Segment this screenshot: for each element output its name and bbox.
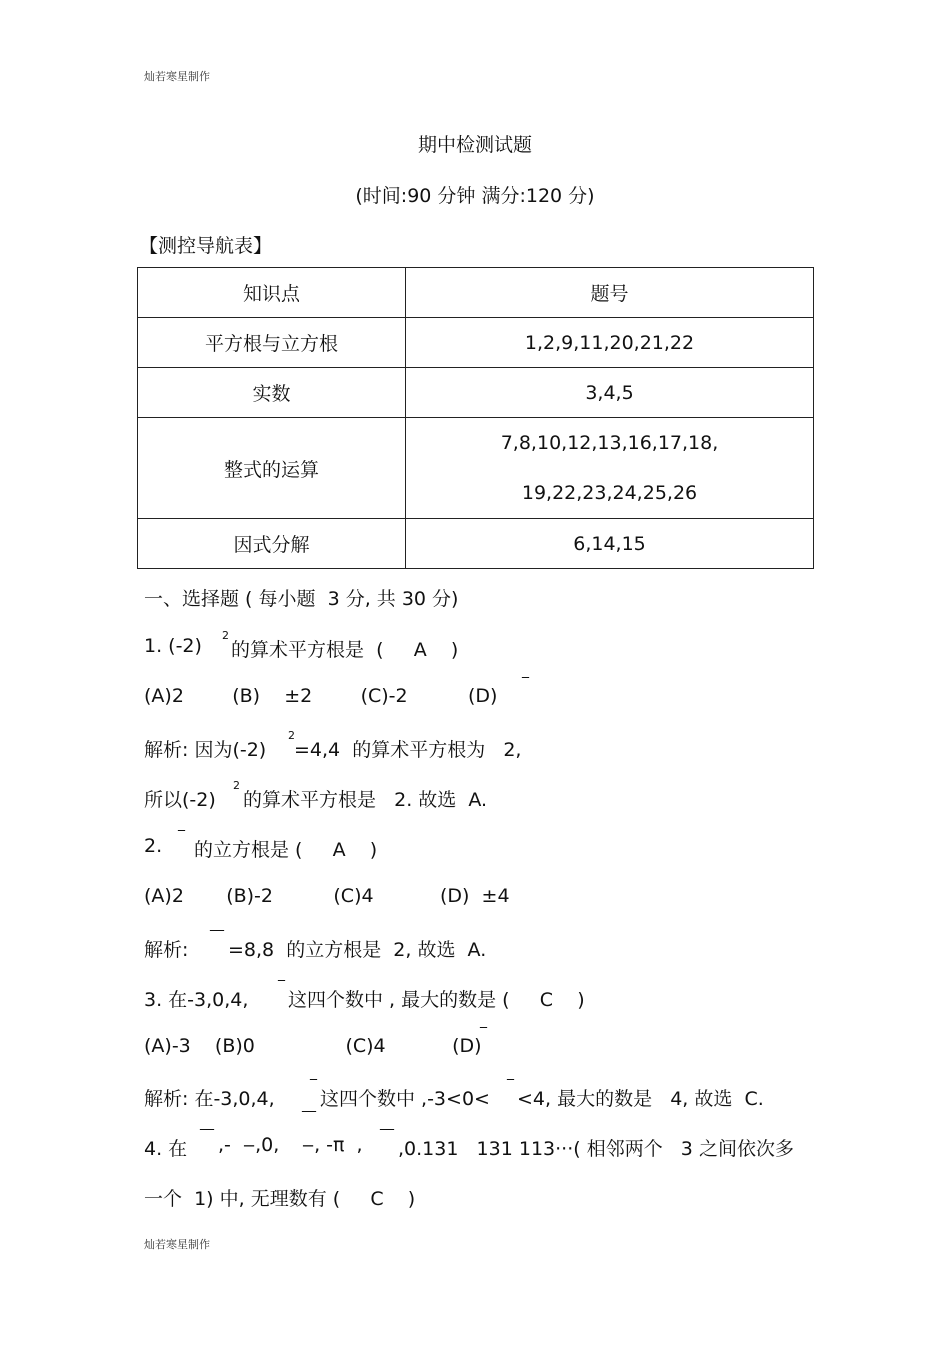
q2-solution: 解析: bbox=[144, 939, 189, 961]
page-footer: 灿若寒星制作 bbox=[144, 1238, 210, 1251]
exam-info: (时间:90 分钟 满分:120 分) bbox=[355, 185, 595, 207]
topic-cell: 实数 bbox=[138, 368, 406, 418]
table-row bbox=[138, 418, 814, 519]
numbers-cell: 6,14,15 bbox=[406, 519, 814, 569]
q4-fraction-bar: ‾‾ bbox=[302, 1110, 316, 1126]
q4-stem-part4: ,0.131 131 113···( 相邻两个 3 之间依次多 bbox=[398, 1138, 794, 1160]
q1-solution-line2-rest: 的算术平方根是 2. 故选 A. bbox=[243, 789, 488, 811]
q4-stem: 4. 在 bbox=[144, 1138, 188, 1160]
q1-exponent: 2 bbox=[222, 629, 229, 642]
q1-solution-exponent: 2 bbox=[288, 729, 295, 742]
q2-stem-rest: 的立方根是 ( A ) bbox=[194, 839, 378, 861]
topic-cell: 整式的运算 bbox=[138, 418, 406, 519]
q1-options: (A)2 (B) ±2 (C)-2 (D) bbox=[144, 685, 498, 707]
q1-solution-line1-rest: =4,4 的算术平方根为 2, bbox=[294, 739, 522, 761]
q4-radical-mark2: ‾‾ bbox=[380, 1128, 394, 1144]
q4-stem-part3: ‒, -π , bbox=[302, 1134, 363, 1156]
column-header-topic: 知识点 bbox=[138, 268, 406, 318]
table-row bbox=[138, 318, 814, 368]
q2-solution-mark: ‾‾ bbox=[210, 929, 224, 945]
q3-solution-rest: <4, 最大的数是 4, 故选 C. bbox=[517, 1088, 764, 1110]
q1-solution-line1: 解析: 因为(-2) bbox=[144, 739, 267, 761]
q2-radical-mark: ‾ bbox=[178, 829, 185, 845]
q4-stem-line2: 一个 1) 中, 无理数有 ( C ) bbox=[144, 1188, 416, 1210]
q2-stem: 2. bbox=[144, 835, 163, 857]
q1-stem-rest: 的算术平方根是 ( A ) bbox=[231, 639, 459, 661]
table-header-row bbox=[138, 268, 814, 318]
nav-heading: 【测控导航表】 bbox=[139, 235, 273, 257]
q1-solution-line2: 所以(-2) bbox=[144, 789, 216, 811]
q3-solution-mark1: ‾ bbox=[310, 1078, 317, 1094]
column-header-numbers: 题号 bbox=[406, 268, 814, 318]
table-row bbox=[138, 519, 814, 569]
q3-solution-mark2: ‾ bbox=[507, 1078, 514, 1094]
numbers-cell: 1,2,9,11,20,21,22 bbox=[406, 318, 814, 368]
q3-options: (A)-3 (B)0 (C)4 (D) bbox=[144, 1035, 482, 1057]
q3-stem-rest: 这四个数中 , 最大的数是 ( C ) bbox=[288, 989, 585, 1011]
numbers-line: 19,22,23,24,25,26 bbox=[521, 482, 698, 504]
q1-solution-exponent2: 2 bbox=[233, 779, 240, 792]
q1-stem: 1. (-2) bbox=[144, 635, 202, 657]
q3-option-d-mark: ‾ bbox=[480, 1026, 487, 1042]
section-heading: 一、选择题 ( 每小题 3 分, 共 30 分) bbox=[144, 588, 459, 610]
q4-radical-mark1: ‾‾ bbox=[200, 1128, 214, 1144]
navigation-table bbox=[137, 267, 814, 569]
numbers-cell bbox=[406, 418, 814, 519]
q3-stem: 3. 在-3,0,4, bbox=[144, 989, 249, 1011]
page-header: 灿若寒星制作 bbox=[144, 70, 210, 83]
q2-options: (A)2 (B)-2 (C)4 (D) ±4 bbox=[144, 885, 510, 907]
numbers-line: 7,8,10,12,13,16,17,18, bbox=[500, 432, 719, 454]
q1-option-d-mark: ‾ bbox=[522, 676, 529, 692]
q4-stem-part2: ,- ‒,0, bbox=[218, 1134, 280, 1156]
q3-solution-mid: 这四个数中 ,-3<0< bbox=[320, 1088, 490, 1110]
table-row bbox=[138, 368, 814, 418]
topic-cell: 平方根与立方根 bbox=[138, 318, 406, 368]
page-title: 期中检测试题 bbox=[417, 134, 532, 156]
q2-solution-rest: =8,8 的立方根是 2, 故选 A. bbox=[228, 939, 487, 961]
topic-cell: 因式分解 bbox=[138, 519, 406, 569]
q3-solution: 解析: 在-3,0,4, bbox=[144, 1088, 275, 1110]
q3-radical-mark: ‾ bbox=[278, 979, 285, 995]
numbers-cell: 3,4,5 bbox=[406, 368, 814, 418]
